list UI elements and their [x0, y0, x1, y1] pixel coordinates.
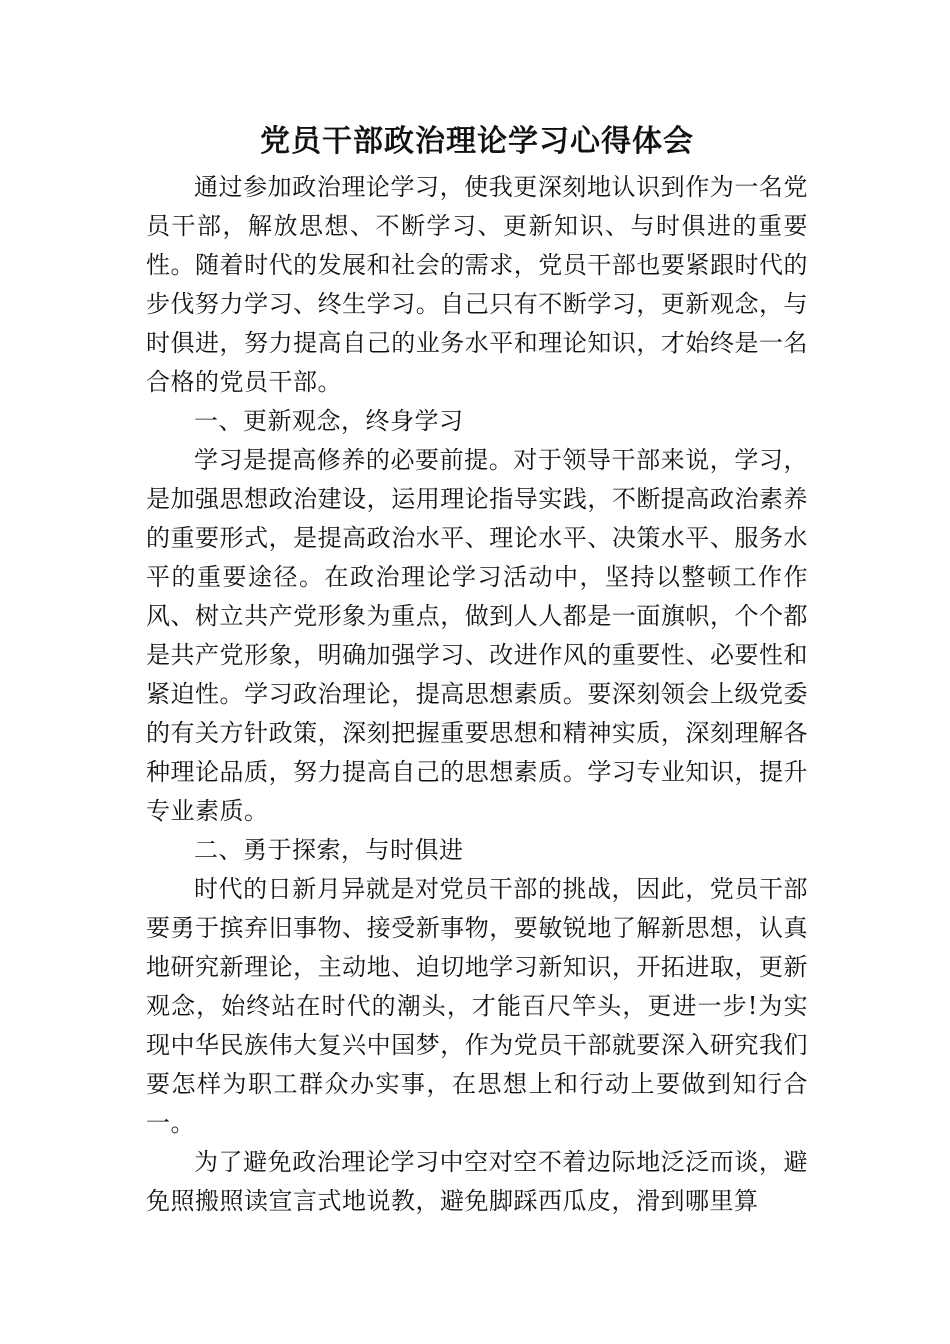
- document-title: 党员干部政治理论学习心得体会: [260, 124, 694, 159]
- section-heading-1: 一、更新观念，终身学习: [194, 407, 464, 435]
- intro-paragraph: 通过参加政治理论学习，使我更深刻地认识到作为一名党员干部，解放思想、不断学习、更新知识、与时俱进的重要性。随着时代的发展和社会的需求，党员干部也要紧跟时代的步伐努力学习、终生学习。自己只有不断学习，更新观念，与时俱进，努力提高自己的业务水平和理论知识，才始终是一名合格的党员干部。: [146, 173, 808, 396]
- closing-paragraph: 为了避免政治理论学习中空对空不着边际地泛泛而谈，避免照搬照读宣言式地说教，避免脚踩西瓜皮，滑到哪里算: [146, 1148, 808, 1215]
- section-heading-2: 二、勇于探索，与时俱进: [194, 836, 464, 864]
- section-1-paragraph: 学习是提高修养的必要前提。对于领导干部来说，学习，是加强思想政治建设，运用理论指导实践，不断提高政治素养的重要形式，是提高政治水平、理论水平、决策水平、服务水平的重要途径。在政治理论学习活动中，坚持以整顿工作作风、树立共产党形象为重点，做到人人都是一面旗帜，个个都是共产党形象，明确加强学习、改进作风的重要性、必要性和紧迫性。学习政治理论，提高思想素质。要深刻领会上级党委的有关方针政策，深刻把握重要思想和精神实质，深刻理解各种理论品质，努力提高自己的思想素质。学习专业知识，提升专业素质。: [146, 446, 808, 825]
- document-page: [146, 118, 808, 1221]
- section-2-paragraph: 时代的日新月异就是对党员干部的挑战，因此，党员干部要勇于摈弃旧事物、接受新事物，要敏锐地了解新思想，认真地研究新理论，主动地、迫切地学习新知识，开拓进取，更新观念，始终站在时代的潮头，才能百尺竿头，更进一步!为实现中华民族伟大复兴中国梦，作为党员干部就要深入研究我们要怎样为职工群众办实事，在思想上和行动上要做到知行合一。: [146, 875, 808, 1137]
